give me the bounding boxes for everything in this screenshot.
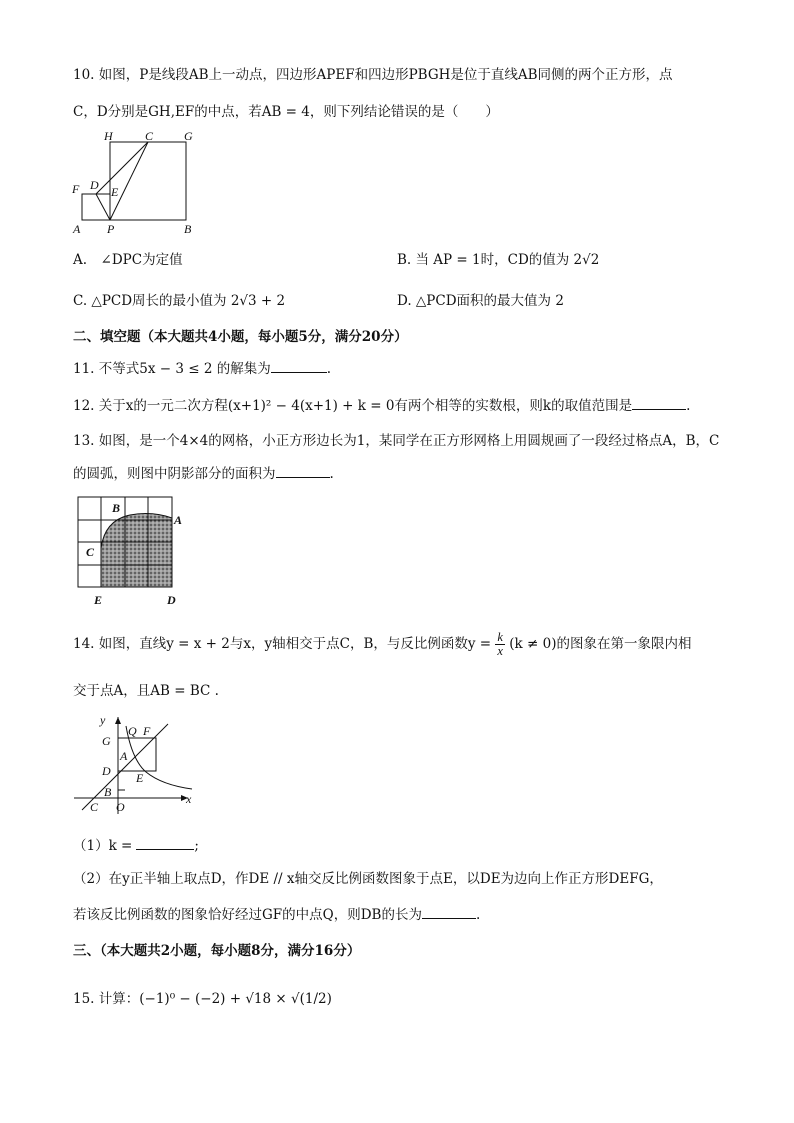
q13-stem-line2: [73, 465, 334, 483]
q14-sub1-text: （1）k =: [73, 838, 133, 854]
fig10-label-e: E: [111, 185, 119, 199]
fig14-label-c: C: [90, 800, 99, 814]
q13-text: 的圆弧，则图中阴影部分的面积为: [73, 466, 276, 482]
q12-answer-blank[interactable]: [632, 397, 686, 410]
fig13-label-d: D: [167, 593, 176, 607]
square-pbgh: [110, 142, 186, 220]
q14-text-a: 14. 如图，直线y = x + 2与x，y轴相交于点C，B，与反比例函数y =: [73, 636, 492, 652]
q13-end: .: [329, 466, 334, 482]
q14-text-b: (k ≠ 0)的图象在第一象限内相: [509, 636, 692, 652]
fig14-label-d: D: [102, 764, 111, 778]
q14-fraction: [495, 631, 505, 658]
q14-figure: [70, 712, 200, 817]
fig10-label-d: D: [90, 178, 99, 192]
q10-option-d: D. △PCD面积的最大值为 2: [397, 293, 564, 309]
q13-answer-blank[interactable]: [276, 465, 330, 478]
q13-figure: [70, 492, 200, 610]
fig10-label-h: H: [104, 130, 113, 143]
q14-sub1-blank[interactable]: [136, 837, 194, 850]
q12-end: .: [686, 398, 691, 414]
q14-stem-line2: 交于点A，且AB = BC .: [73, 683, 219, 699]
q14-sub2-text: 若该反比例函数的图象恰好经过GF的中点Q，则DB的长为: [73, 907, 422, 923]
fig14-label-y: y: [100, 713, 106, 727]
fig10-label-b: B: [184, 222, 192, 236]
q13-stem-line1: 13. 如图，是一个4×4的网格，小正方形边长为1，某同学在正方形网格上用圆规画了一段经过格点A，B，C: [73, 433, 720, 449]
fig13-label-c: C: [86, 545, 95, 559]
square-apef: [82, 194, 110, 220]
q10-option-a: A. ∠DPC为定值: [73, 252, 183, 268]
fig14-label-q: Q: [128, 724, 137, 738]
fig10-label-a: A: [73, 222, 81, 236]
q12-stem: [73, 397, 690, 415]
q11-answer-blank[interactable]: [271, 360, 327, 373]
q10-option-c: C. △PCD周长的最小值为 2√3 + 2: [73, 293, 286, 309]
q14-stem-line1: [73, 627, 691, 661]
segment-dp: [96, 194, 110, 220]
fig14-label-x: x: [186, 792, 192, 806]
segment-dc: [96, 142, 148, 194]
fig14-label-f: F: [143, 724, 151, 738]
q11-end: .: [326, 361, 332, 377]
q11-stem: [73, 360, 331, 378]
fig13-label-b: B: [112, 501, 121, 515]
q10-option-b: B. 当 AP = 1时，CD的值为 2√2: [397, 252, 600, 268]
fig10-label-f: F: [72, 182, 80, 196]
q14-sub2-line1: （2）在y正半轴上取点D，作DE // x轴交反比例函数图象于点E，以DE为边向上作正方形DEFG，: [73, 871, 663, 887]
q14-sub2-end: .: [475, 907, 481, 923]
shaded-region: [101, 514, 172, 587]
fig13-label-e: E: [94, 593, 103, 607]
fig10-label-g: G: [184, 130, 193, 143]
fig14-label-g: G: [102, 734, 111, 748]
q14-sub1-end: ;: [194, 838, 199, 854]
q11-text: 11. 不等式5x − 3 ≤ 2 的解集为: [73, 361, 271, 377]
section-3-title: 三、（本大题共2小题，每小题8分，满分16分）: [73, 943, 361, 959]
fig14-label-a: A: [120, 749, 128, 763]
q10-figure: [66, 130, 216, 240]
fig14-label-e: E: [136, 771, 144, 785]
section-2-title: 二、填空题（本大题共4小题，每小题5分，满分20分）: [73, 329, 408, 345]
q14-sub2-line2: [73, 906, 480, 924]
q14-frac-num: k: [497, 630, 503, 644]
fig13-label-a: A: [174, 513, 183, 527]
line-y-equals-x-plus-2: [82, 724, 168, 810]
fig10-label-p: P: [107, 222, 115, 236]
q14-sub2-blank[interactable]: [422, 906, 476, 919]
fig14-label-b: B: [104, 785, 112, 799]
q10-stem-line1: 10. 如图，P是线段AB上一动点，四边形APEF和四边形PBGH是位于直线AB同侧的两个正方形，点: [73, 67, 673, 83]
q14-sub1: [73, 837, 199, 855]
q14-frac-den: x: [497, 644, 503, 658]
fig10-label-c: C: [145, 130, 154, 143]
fig14-label-o: O: [116, 800, 125, 814]
q10-stem-line2: C，D分别是GH,EF的中点，若AB = 4，则下列结论错误的是（ ）: [73, 104, 499, 120]
segment-cp: [110, 142, 148, 220]
q15-stem: 15. 计算：(−1)⁰ − (−2) + √18 × √(1/2): [73, 991, 332, 1007]
q12-text: 12. 关于x的一元二次方程(x+1)² − 4(x+1) + k = 0有两个相等的实数根，则k的取值范围是: [73, 398, 633, 414]
